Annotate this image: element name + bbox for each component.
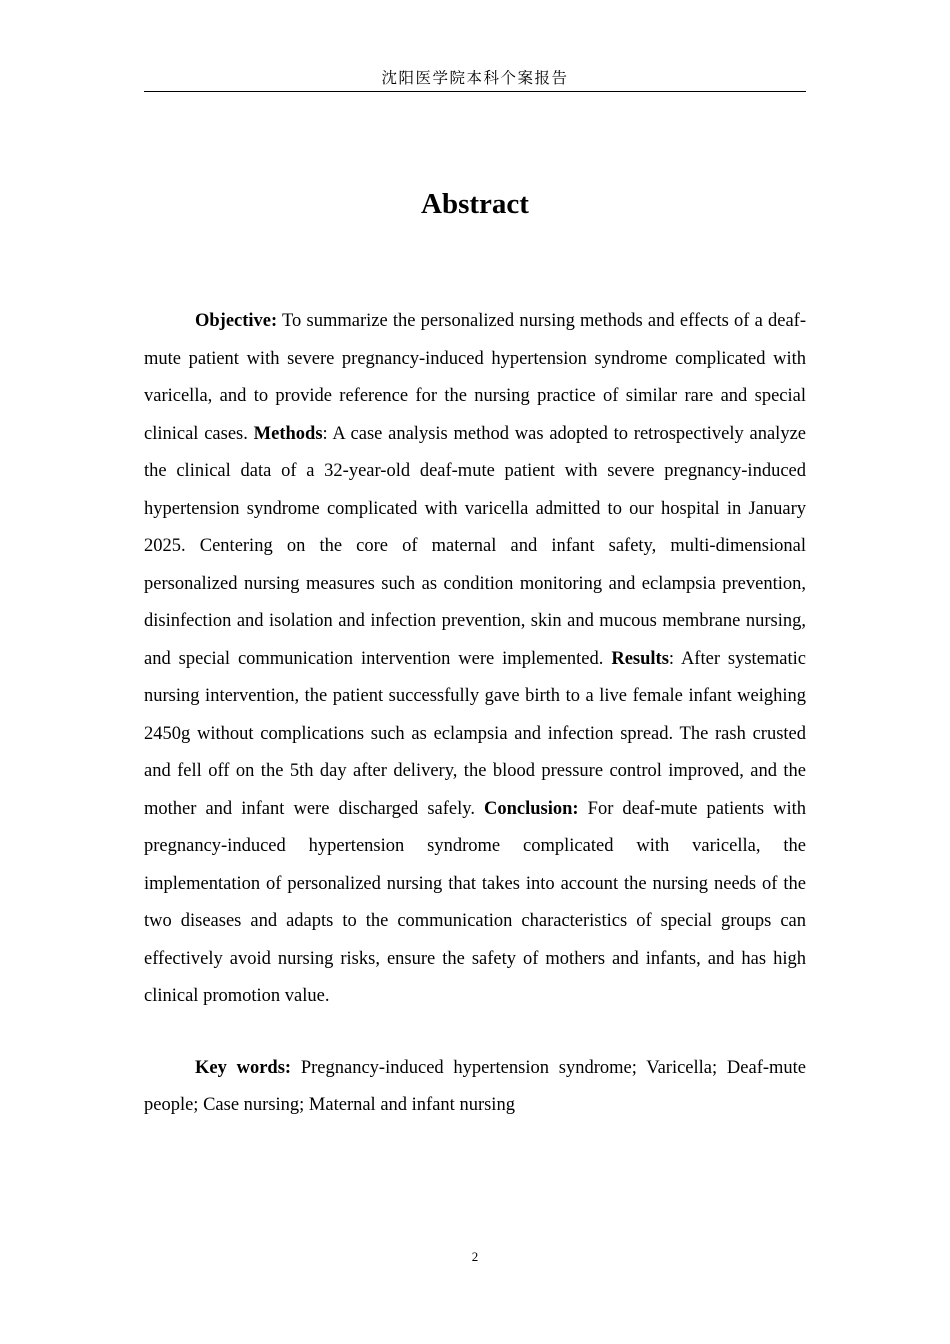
results-text: : After systematic nursing intervention, the patient successfully gave birth to a live female infant weighing 2450g without complications such as eclampsia and infection spread. The rash crusted and fell off on the 5th day after delivery, the blood pressure control improved, and the mother and infant were discharged safely. xyxy=(144,648,807,819)
keywords-text: Pregnancy-induced hypertension syndrome; Varicella; Deaf-mute people; Case nursing; Maternal and infant nursing xyxy=(144,1058,807,1115)
conclusion-label: Conclusion: xyxy=(484,798,579,819)
keywords-paragraph xyxy=(144,1050,806,1124)
keywords-label: Key words: xyxy=(195,1058,292,1078)
objective-label: Objective: xyxy=(195,311,278,331)
page-header xyxy=(144,66,806,92)
page-number: 2 xyxy=(471,1249,479,1264)
conclusion-text: For deaf-mute patients with pregnancy-induced hypertension syndrome complicated with varicella, the implementation of personalized nursing that takes into account the nursing needs of the two diseases and adapts to the communication characteristics of special groups can effectively avoid nursing risks, ensure the safety of mothers and infants, and has high clinical promotion value. xyxy=(144,798,806,1006)
methods-label: Methods xyxy=(253,423,323,444)
page-header-text: 沈阳医学院本科个案报告 xyxy=(381,69,569,87)
page-title: Abstract xyxy=(421,188,529,220)
abstract-paragraph xyxy=(144,303,806,1016)
results-label: Results xyxy=(611,648,669,669)
objective-text: To summarize the personalized nursing methods and effects of a deaf-mute patient with severe pregnancy-induced hypertension syndrome complicated with varicella, and to provide reference for the nursing practice of similar rare and special clinical cases. xyxy=(144,311,806,444)
methods-text: : A case analysis method was adopted to retrospectively analyze the clinical data of a 32-year-old deaf-mute patient with severe pregnancy-induced hypertension syndrome complicated with varicella admitted to our hospital in January 2025. Centering on the core of maternal and infant safety, multi-dimensional personalized nursing measures such as condition monitoring and eclampsia prevention, disinfection and isolation and infection prevention, skin and mucous membrane nursing, and special communication intervention were implemented. xyxy=(144,423,806,669)
